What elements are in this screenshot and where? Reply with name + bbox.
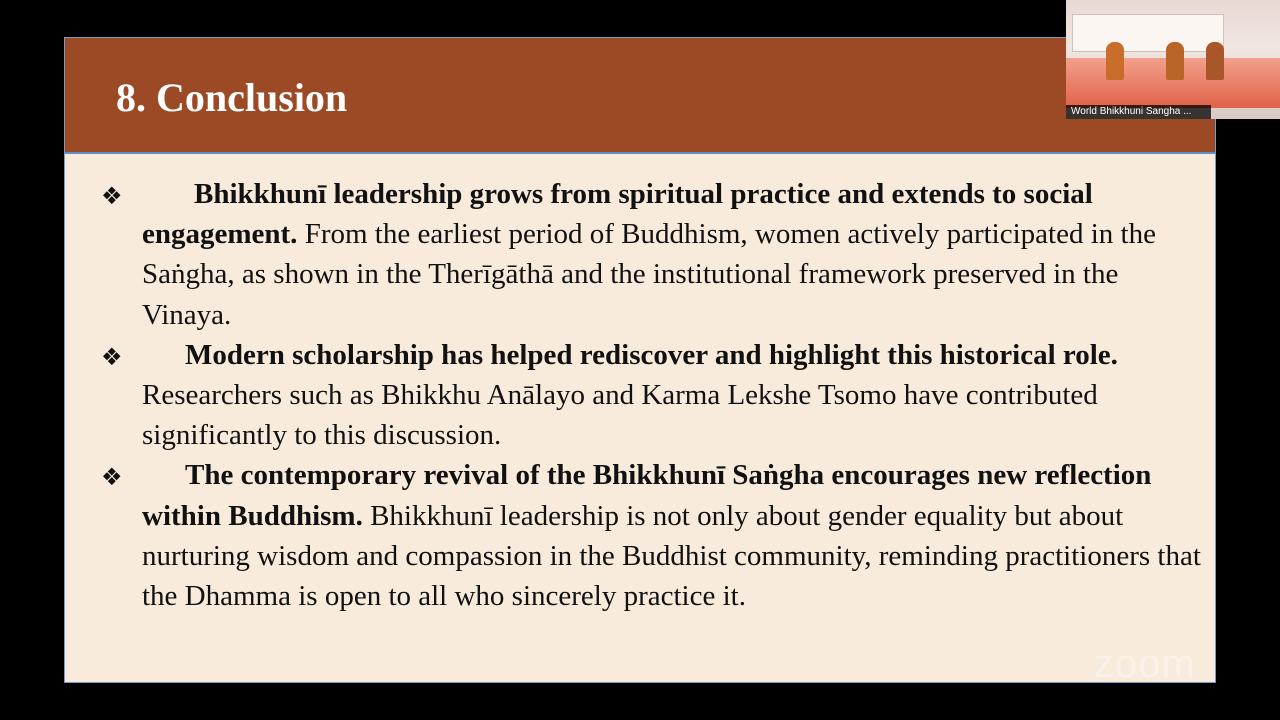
participant-name-label: World Bhikkhuni Sangha ... (1066, 105, 1211, 119)
participant-video-tile[interactable] (1066, 0, 1280, 119)
bullet-list (65, 174, 1215, 616)
bullet-text (142, 335, 1202, 456)
zoom-watermark: zoom (1094, 642, 1196, 686)
video-person (1166, 42, 1184, 80)
presentation-slide (64, 37, 1216, 686)
bullet-lead: The contemporary revival of the Bhikkhunī Saṅgha encourages new reflection within Buddhism. (142, 459, 1152, 532)
bullet-body: From the earliest period of Buddhism, women actively participated in the Saṅgha, as shown in the Therīgāthā and the institutional framework preserved in the Vinaya. (142, 218, 1156, 331)
bullet-lead: Modern scholarship has helped rediscover and highlight this historical role. (185, 338, 1118, 371)
bullet-text (142, 455, 1202, 616)
bullet-lead: Bhikkhunī leadership grows from spiritual practice and extends to social engagement. (142, 178, 1093, 251)
slide-title: 8. Conclusion (116, 75, 348, 120)
diamond-bullet-icon: ❖ (101, 182, 123, 210)
video-backdrop-banner (1072, 14, 1224, 52)
bullet-body: Researchers such as Bhikkhu Anālayo and Karma Lekshe Tsomo have contributed significantly to this discussion. (142, 379, 1098, 452)
video-person (1106, 42, 1124, 80)
bullet-body: Bhikkhunī leadership is not only about gender equality but about nurturing wisdom and compassion in the Buddhist community, reminding practitioners that the Dhamma is open to all who sincerely practice it. (142, 499, 1201, 613)
video-person (1206, 42, 1224, 80)
slide-header (65, 38, 1215, 154)
bullet-text (142, 174, 1202, 335)
bullet-item (65, 174, 1215, 335)
diamond-bullet-icon: ❖ (101, 463, 123, 492)
diamond-bullet-icon: ❖ (101, 342, 123, 371)
bullet-item (65, 455, 1215, 616)
bullet-item (65, 335, 1215, 456)
